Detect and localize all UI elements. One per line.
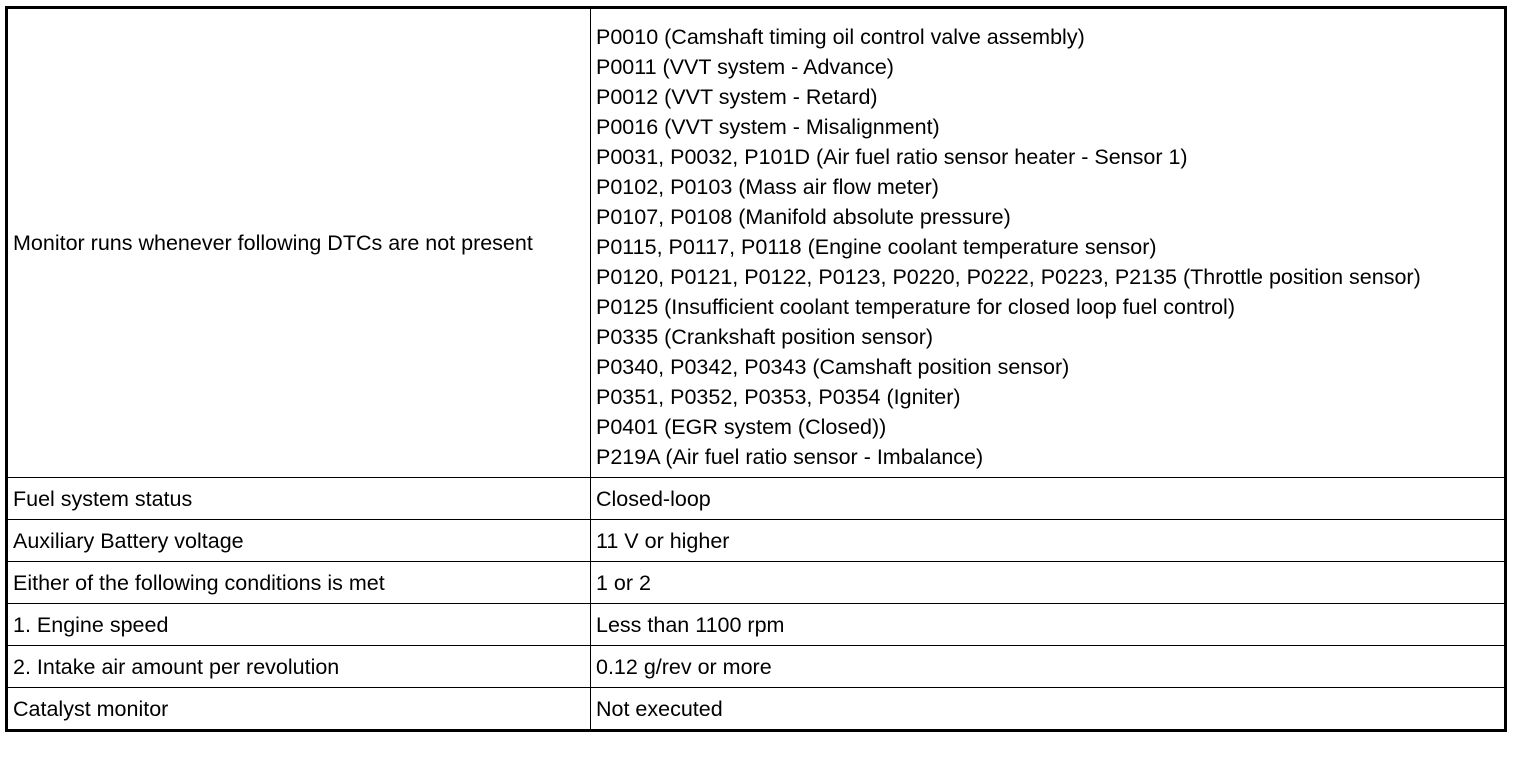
parameter-cell: 1. Engine speed bbox=[7, 604, 591, 646]
table-row bbox=[7, 478, 1506, 520]
dtc-list-item: P0401 (EGR system (Closed)) bbox=[596, 415, 887, 439]
table-row bbox=[7, 8, 1506, 478]
dtc-list-item: P0102, P0103 (Mass air flow meter) bbox=[596, 175, 939, 199]
value-cell: 11 V or higher bbox=[591, 520, 1506, 562]
parameter-cell: Catalyst monitor bbox=[7, 688, 591, 731]
dtc-list-cell bbox=[591, 8, 1506, 478]
dtc-list-item: P0351, P0352, P0353, P0354 (Igniter) bbox=[596, 385, 961, 409]
dtc-list-item: P0120, P0121, P0122, P0123, P0220, P0222, P0223, P2135 (Throttle position sensor) bbox=[596, 265, 1421, 289]
dtc-list-item: P0107, P0108 (Manifold absolute pressure) bbox=[596, 205, 1011, 229]
parameter-cell: Fuel system status bbox=[7, 478, 591, 520]
dtc-list-item: P219A (Air fuel ratio sensor - Imbalance) bbox=[596, 445, 984, 469]
dtc-list-item: P0335 (Crankshaft position sensor) bbox=[596, 325, 934, 349]
dtc-list-item: P0016 (VVT system - Misalignment) bbox=[596, 115, 940, 139]
dtc-list-item: P0010 (Camshaft timing oil control valve assembly) bbox=[596, 25, 1085, 49]
parameter-cell: Monitor runs whenever following DTCs are not present bbox=[7, 8, 591, 478]
value-cell: 0.12 g/rev or more bbox=[591, 646, 1506, 688]
table-row bbox=[7, 646, 1506, 688]
table-row bbox=[7, 562, 1506, 604]
value-cell: Less than 1100 rpm bbox=[591, 604, 1506, 646]
value-cell: Not executed bbox=[591, 688, 1506, 731]
table-row bbox=[7, 520, 1506, 562]
dtc-list-item: P0031, P0032, P101D (Air fuel ratio sensor heater - Sensor 1) bbox=[596, 145, 1188, 169]
parameter-cell: Auxiliary Battery voltage bbox=[7, 520, 591, 562]
monitor-conditions-table bbox=[5, 6, 1507, 732]
dtc-list-item: P0012 (VVT system - Retard) bbox=[596, 85, 878, 109]
dtc-list-item: P0115, P0117, P0118 (Engine coolant temperature sensor) bbox=[596, 235, 1157, 259]
dtc-list-item: P0011 (VVT system - Advance) bbox=[596, 55, 894, 79]
parameter-cell: 2. Intake air amount per revolution bbox=[7, 646, 591, 688]
value-cell: Closed-loop bbox=[591, 478, 1506, 520]
table-row bbox=[7, 604, 1506, 646]
dtc-list-item: P0340, P0342, P0343 (Camshaft position sensor) bbox=[596, 355, 1070, 379]
table-row bbox=[7, 688, 1506, 731]
dtc-list-item: P0125 (Insufficient coolant temperature for closed loop fuel control) bbox=[596, 295, 1235, 319]
value-cell: 1 or 2 bbox=[591, 562, 1506, 604]
parameter-cell: Either of the following conditions is met bbox=[7, 562, 591, 604]
